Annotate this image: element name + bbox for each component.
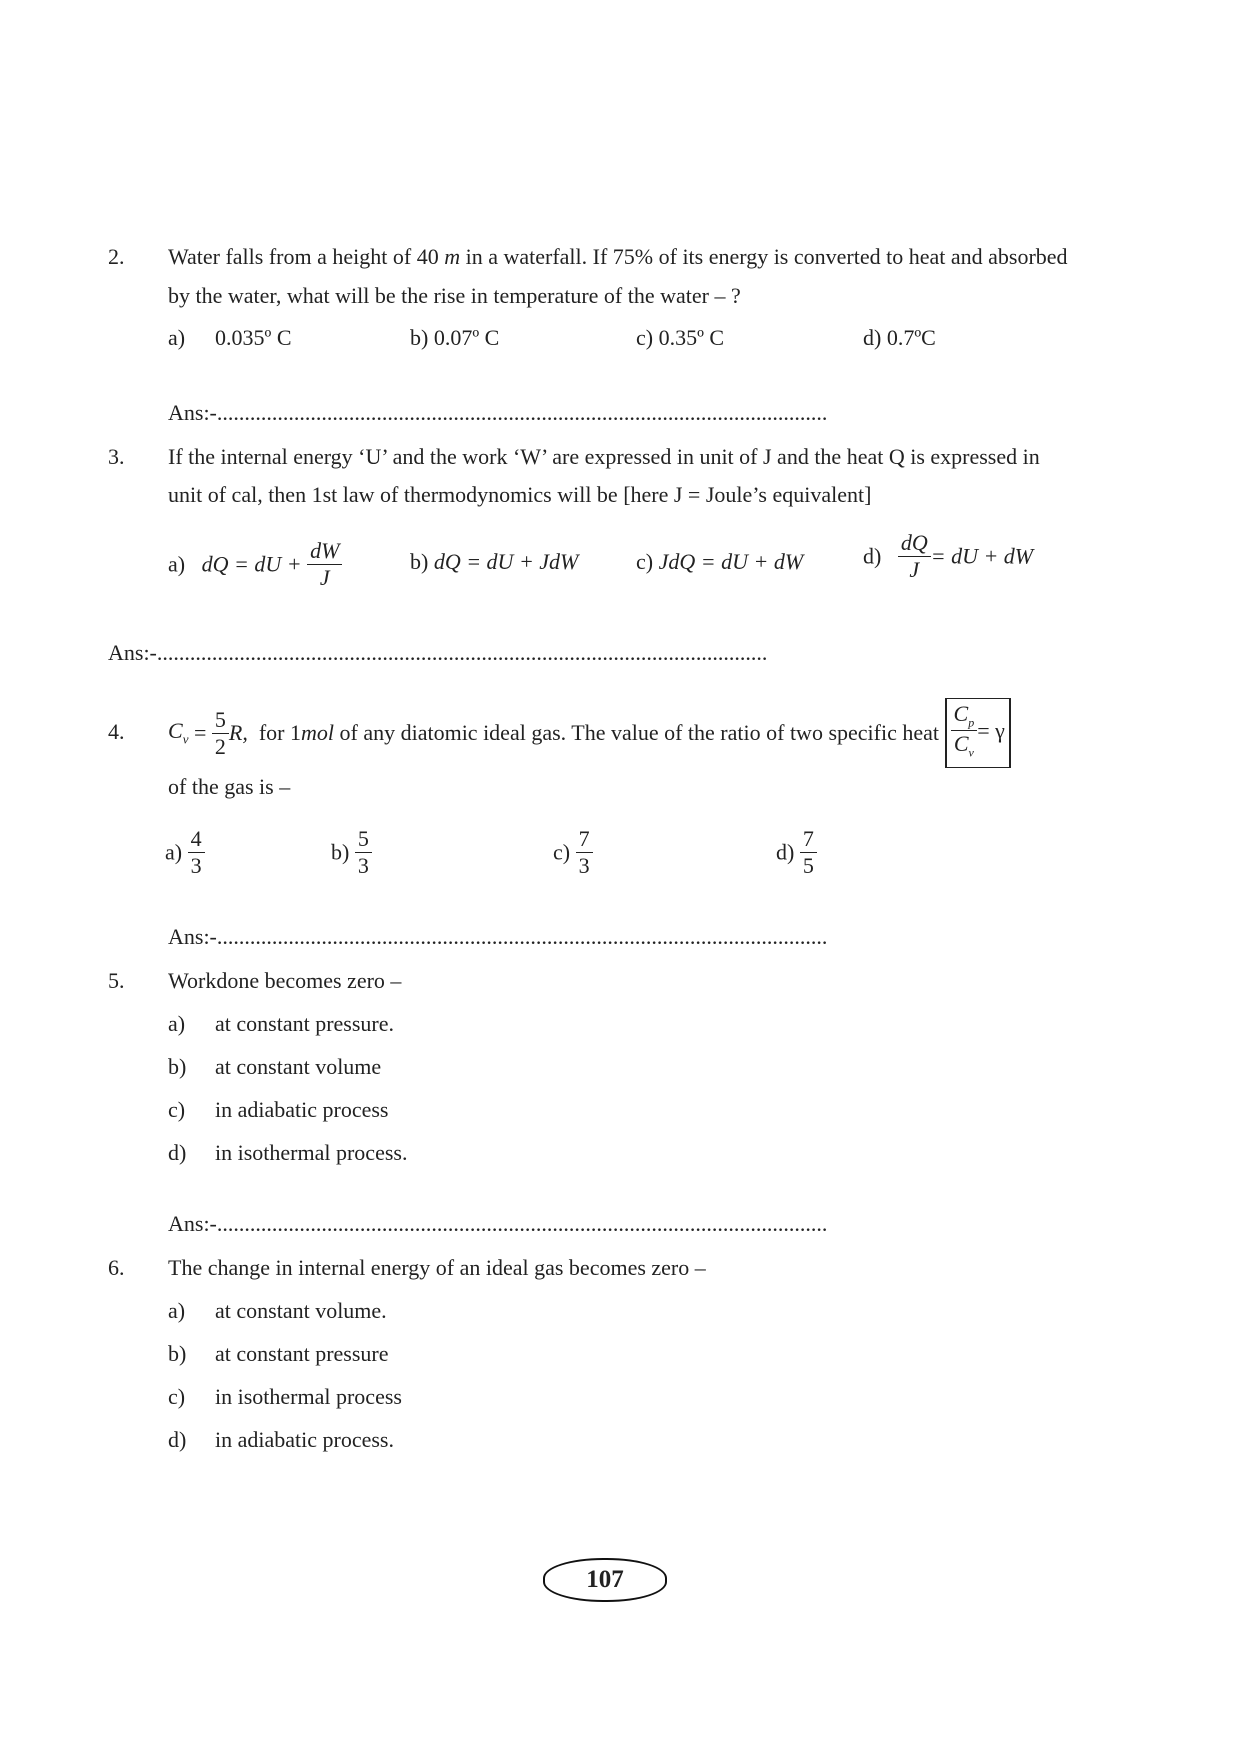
q3-option-d-den: J (898, 556, 931, 583)
q5-option-a-letter: a) (168, 1011, 186, 1036)
q2-option-d-text: 0.7ºC (886, 325, 936, 350)
q4-answer-line[interactable]: Ans:-............................................................................................................... (168, 924, 828, 949)
q4-option-c-letter: c) (553, 839, 571, 865)
q5-option-d-text: in isothermal process. (215, 1140, 408, 1165)
q4-ratio-fraction: $\frac{C_p}{C_v}$ (951, 701, 978, 761)
q5-option-c-letter: c) (168, 1097, 186, 1122)
q4-text-a: for 1 (258, 720, 301, 745)
q4-option-c (553, 826, 593, 879)
q3-option-a-fraction (307, 538, 342, 591)
q2-option-c-text: 0.35º C (658, 325, 725, 350)
question-3-line-1: If the internal energy ‘U’ and the work ‘W’ are expressed in unit of J and the heat Q is expressed in (168, 444, 1040, 469)
q6-option-a-text: at constant volume. (215, 1298, 387, 1323)
page-number: 107 (543, 1558, 667, 1602)
q6-option-b-letter: b) (168, 1341, 187, 1366)
q3-answer-line[interactable]: Ans:-............................................................................................................... (108, 640, 768, 665)
question-3-number: 3. (108, 444, 125, 469)
q2-option-c (636, 325, 724, 351)
q4-option-a (165, 826, 205, 879)
q3-option-d-num: dQ (900, 530, 928, 555)
q3-option-d-rhs: = dU + dW (930, 543, 1034, 569)
q3-option-a-den: J (307, 564, 342, 591)
question-4-line-2: of the gas is – (168, 774, 291, 799)
q5-option-d-letter: d) (168, 1140, 187, 1165)
question-2-text-a: Water falls from a height of 40 (168, 244, 445, 269)
question-2-unit: m (444, 244, 461, 269)
q4-option-b-letter: b) (331, 839, 350, 865)
question-6-text: The change in internal energy of an ideal gas becomes zero – (168, 1255, 706, 1280)
q4-text-b: of any diatomic ideal gas. The value of the ratio of two specific heat (334, 720, 939, 745)
q5-option-b-letter: b) (168, 1054, 187, 1079)
q4-option-d (776, 826, 817, 879)
q2-option-d-letter: d) (863, 325, 882, 350)
q2-option-a-text: 0.035º C (215, 325, 292, 350)
q4-option-a-letter: a) (165, 839, 183, 865)
q3-option-d-letter: d) (863, 543, 882, 569)
q5-option-a-text: at constant pressure. (215, 1011, 394, 1036)
q2-option-a-letter: a) (168, 325, 186, 350)
q5-option-c-text: in adiabatic process (215, 1097, 389, 1122)
q6-option-b-text: at constant pressure (215, 1341, 389, 1366)
q6-option-c-letter: c) (168, 1384, 186, 1409)
q4-mol: mol (301, 720, 334, 745)
q4-option-d-fraction: $\frac{7}{5}$ (800, 826, 817, 879)
q3-option-c-letter: c) (636, 549, 654, 574)
q6-option-d-letter: d) (168, 1427, 187, 1452)
q6-option-d-text: in adiabatic process. (215, 1427, 394, 1452)
q4-equals: = (188, 720, 212, 745)
q2-option-b (410, 325, 499, 351)
q2-option-c-letter: c) (636, 325, 654, 350)
q6-option-a-letter: a) (168, 1298, 186, 1323)
question-2-text-b: in a waterfall. If 75% of its energy is converted to heat and absorbed (460, 244, 1068, 269)
q3-option-b (410, 549, 578, 575)
q6-option-c-text: in isothermal process (215, 1384, 402, 1409)
q4-cv: $C_v$ (168, 718, 189, 747)
question-3-line-2: unit of cal, then 1st law of thermodynomics will be [here J = Joule’s equivalent] (168, 482, 872, 507)
q2-option-b-text: 0.07º C (433, 325, 500, 350)
q3-option-d-fraction (898, 530, 931, 583)
q5-answer-line[interactable]: Ans:-............................................................................................................... (168, 1211, 828, 1236)
q3-option-b-letter: b) (410, 549, 429, 574)
q5-option-b-text: at constant volume (215, 1054, 382, 1079)
q2-answer-line[interactable]: Ans:-............................................................................................................... (168, 400, 828, 425)
q4-option-c-fraction: $\frac{7}{3}$ (576, 826, 593, 879)
q2-option-b-letter: b) (410, 325, 429, 350)
question-2-line-2: by the water, what will be the rise in temperature of the water – ? (168, 283, 741, 308)
q3-option-b-text: dQ = dU + JdW (433, 549, 579, 574)
q3-option-d (863, 530, 1033, 583)
q4-option-b (331, 826, 372, 879)
q2-option-d (863, 325, 936, 351)
q4-five-halves: $\frac{5}{2}$ (212, 707, 229, 760)
question-2-number: 2. (108, 244, 125, 269)
q3-option-c-text: JdQ = dU + dW (658, 549, 804, 574)
question-5-text: Workdone becomes zero – (168, 968, 402, 993)
q3-option-a (168, 538, 342, 591)
q4-option-a-fraction: $\frac{4}{3}$ (188, 826, 205, 879)
q3-option-a-num: dW (310, 538, 340, 563)
question-4-line-1 (168, 698, 1011, 768)
q3-option-c (636, 549, 803, 575)
q4-ratio-bracket (945, 698, 1011, 768)
q3-option-a-lhs: dQ = dU + (201, 551, 308, 577)
question-5-number: 5. (108, 968, 125, 993)
question-2-line-1 (168, 244, 1068, 270)
question-6-number: 6. (108, 1255, 125, 1280)
q3-option-a-letter: a) (168, 551, 186, 577)
q4-r: R, (228, 720, 248, 745)
q4-option-d-letter: d) (776, 839, 795, 865)
q4-option-b-fraction: $\frac{5}{3}$ (355, 826, 372, 879)
question-4-number: 4. (108, 719, 125, 744)
q4-gamma: = γ (977, 717, 1005, 743)
